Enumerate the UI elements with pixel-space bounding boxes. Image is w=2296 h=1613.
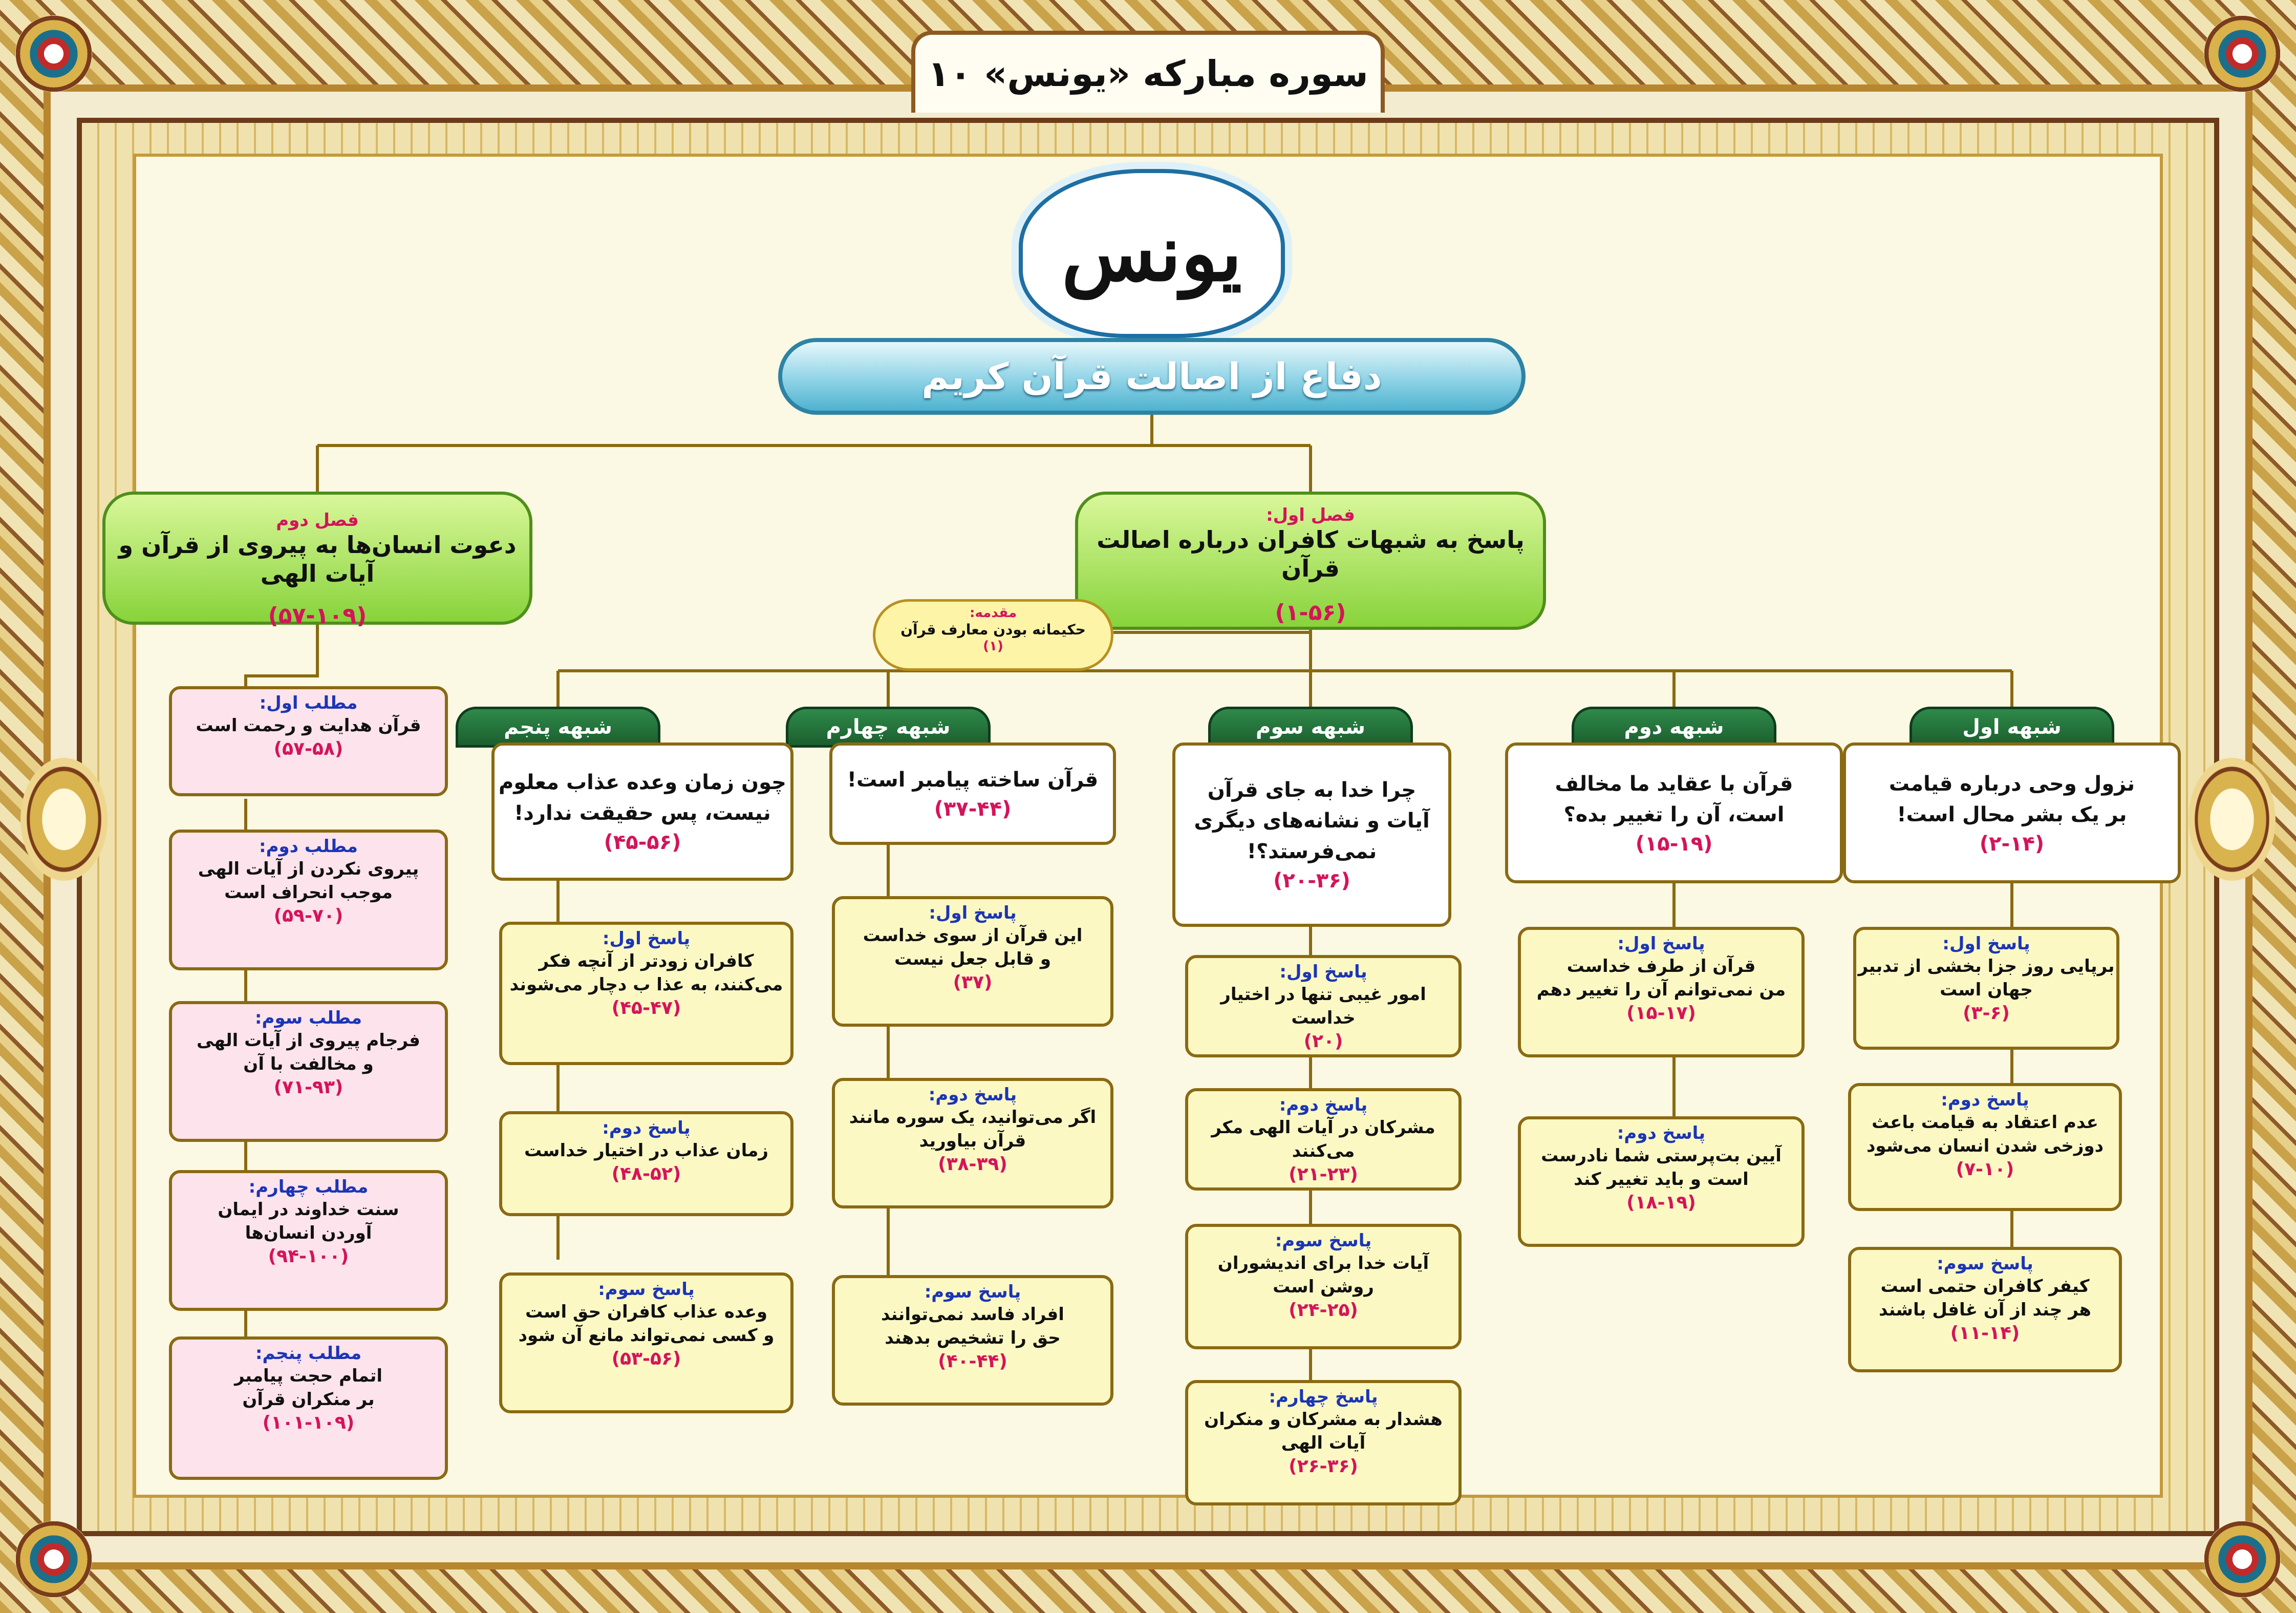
answer-line: من نمی‌توانم آن را تغییر دهم bbox=[1536, 980, 1786, 1000]
answer-box bbox=[1185, 1088, 1462, 1191]
answer-label: پاسخ اول: bbox=[602, 928, 691, 949]
answer-range: (۳-۶) bbox=[1963, 1003, 2010, 1024]
topic-line: سنت خداوند در ایمان bbox=[218, 1199, 399, 1220]
answer-label: پاسخ دوم: bbox=[1941, 1090, 2029, 1110]
topic-box bbox=[169, 830, 448, 970]
topic-range: (۹۴-۱۰۰) bbox=[268, 1246, 349, 1267]
answer-label: پاسخ دوم: bbox=[928, 1085, 1017, 1105]
answer-range: (۴۰-۴۴) bbox=[938, 1351, 1007, 1372]
intro-node bbox=[873, 599, 1113, 671]
doubt-question-line: قرآن با عقاید ما مخالف bbox=[1555, 772, 1793, 796]
answer-label: پاسخ اول: bbox=[1617, 933, 1705, 954]
answer-range: (۱۵-۱۷) bbox=[1626, 1003, 1696, 1024]
answer-box bbox=[1518, 927, 1805, 1057]
intro-label: مقدمه: bbox=[969, 605, 1017, 621]
topic-line: بر منکران قرآن bbox=[242, 1389, 375, 1410]
answer-label: پاسخ سوم: bbox=[598, 1279, 695, 1300]
answer-box bbox=[1853, 927, 2119, 1050]
answer-line: افراد فاسد نمی‌توانند bbox=[881, 1304, 1064, 1325]
intro-title: حکیمانه بودن معارف قرآن bbox=[900, 621, 1086, 638]
topic-line: و مخالفت با آن bbox=[243, 1054, 374, 1074]
answer-box bbox=[1185, 955, 1462, 1057]
section-one-label: فصل اول: bbox=[1266, 505, 1355, 525]
answer-line: هر چند از آن غافل باشند bbox=[1879, 1300, 2091, 1320]
topic-range: (۵۹-۷۰) bbox=[273, 905, 344, 926]
doubt-2-tab: شبهه دوم bbox=[1572, 707, 1776, 748]
topic-range: (۱۰۱-۱۰۹) bbox=[262, 1412, 355, 1433]
answer-box bbox=[1185, 1380, 1462, 1505]
answer-line: است و باید تغییر کند bbox=[1574, 1169, 1749, 1190]
surah-name-badge bbox=[1019, 169, 1285, 338]
doubt-3-tab: شبهه سوم bbox=[1208, 707, 1413, 748]
topic-label: مطلب پنجم: bbox=[255, 1343, 362, 1364]
topic-box bbox=[169, 1336, 448, 1480]
doubt-range: (۴۵-۵۶) bbox=[604, 831, 681, 854]
answer-line: روشن است bbox=[1273, 1277, 1374, 1297]
topic-range: (۷۱-۹۳) bbox=[273, 1077, 344, 1098]
section-one-node bbox=[1075, 492, 1546, 630]
doubt-question-line: بر یک بشر محال است! bbox=[1897, 802, 2127, 826]
answer-range: (۲۰) bbox=[1303, 1031, 1343, 1052]
answer-label: پاسخ چهارم: bbox=[1269, 1387, 1378, 1407]
answer-line: و قابل جعل نیست bbox=[894, 949, 1052, 969]
doubt-question-line: است، آن را تغییر بده؟ bbox=[1563, 802, 1785, 826]
page-title: سوره مبارکه «یونس» ۱۰ bbox=[928, 53, 1368, 95]
answer-line: مشرکان در آیات الهی مکر می‌کنند bbox=[1211, 1117, 1435, 1161]
doubt-range: (۲۰-۳۶) bbox=[1273, 869, 1350, 893]
answer-range: (۴۵-۴۷) bbox=[611, 997, 681, 1018]
answer-label: پاسخ اول: bbox=[1279, 962, 1367, 982]
topic-label: مطلب اول: bbox=[259, 693, 358, 713]
connector-section-two-down bbox=[246, 625, 317, 686]
answer-range: (۴۸-۵۲) bbox=[611, 1163, 681, 1184]
answer-line: زمان عذاب در اختیار خداست bbox=[524, 1140, 768, 1161]
section-one-title: پاسخ به شبهات کافران درباره اصالت قرآن bbox=[1097, 526, 1525, 582]
topic-line: قرآن هدایت و رحمت است bbox=[196, 715, 421, 736]
answer-range: (۲۶-۳۶) bbox=[1289, 1456, 1358, 1477]
topic-label: مطلب سوم: bbox=[254, 1008, 362, 1028]
section-two-title: دعوت انسان‌ها به پیروی از قرآن و آیات الهی bbox=[118, 531, 517, 587]
answer-range: (۳۷) bbox=[953, 972, 993, 993]
answer-range: (۷-۱۰) bbox=[1956, 1159, 2014, 1180]
doubt-range: (۳۷-۴۴) bbox=[934, 797, 1012, 821]
topic-box bbox=[169, 686, 448, 796]
answer-label: پاسخ سوم: bbox=[1275, 1230, 1372, 1251]
topic-line: فرجام پیروی از آیات الهی bbox=[197, 1030, 420, 1051]
answer-label: پاسخ دوم: bbox=[1617, 1123, 1706, 1143]
answer-line: کیفر کافران حتمی است bbox=[1880, 1276, 2090, 1297]
answer-line: این قرآن از سوی خداست bbox=[863, 925, 1083, 946]
answer-label: پاسخ سوم: bbox=[1937, 1254, 2033, 1274]
doubt-5-tab: شبهه پنجم bbox=[456, 707, 660, 748]
surah-name: یونس bbox=[1061, 208, 1242, 299]
section-two-range: (۵۷-۱۰۹) bbox=[268, 603, 367, 629]
answer-box bbox=[1848, 1083, 2122, 1211]
topic-line: اتمام حجت پیامبر bbox=[234, 1366, 383, 1386]
doubt-question-line: نزول وحی درباره قیامت bbox=[1889, 772, 2135, 796]
topic-box bbox=[169, 1170, 448, 1311]
topic-range: (۵۷-۵۸) bbox=[273, 738, 344, 759]
section-two-node bbox=[102, 492, 532, 629]
main-theme-banner bbox=[778, 338, 1526, 415]
answer-box bbox=[1518, 1116, 1805, 1247]
doubt-4-question bbox=[829, 742, 1116, 845]
answer-line: آیین بت‌پرستی شما نادرست bbox=[1541, 1145, 1782, 1166]
doubt-question-line: چون زمان وعده عذاب معلوم bbox=[498, 771, 786, 794]
answer-line: و کسی نمی‌تواند مانع آن شود bbox=[518, 1325, 775, 1346]
answer-range: (۱۱-۱۴) bbox=[1950, 1323, 2020, 1344]
answer-line: کافران زودتر از آنچه فکر bbox=[539, 951, 754, 971]
doubt-range: (۱۵-۱۹) bbox=[1635, 832, 1713, 856]
answer-label: پاسخ سوم: bbox=[924, 1282, 1021, 1302]
doubt-question-line: نمی‌فرستد؟! bbox=[1247, 840, 1377, 863]
answer-line: قرآن از طرف خداست bbox=[1567, 956, 1756, 977]
answer-line: برپایی روز جزا بخشی از تدبیر bbox=[1858, 956, 2115, 977]
section-two-label: فصل دوم bbox=[276, 510, 359, 530]
answer-line: امور غیبی تنها در اختیار خداست bbox=[1220, 984, 1426, 1028]
answer-range: (۲۱-۲۳) bbox=[1289, 1164, 1358, 1185]
topic-line: پیروی نکردن از آیات الهی bbox=[198, 859, 419, 879]
doubt-question-line: آیات و نشانه‌های دیگری bbox=[1194, 809, 1430, 833]
doubt-question-line: قرآن ساخته پیامبر است! bbox=[847, 768, 1099, 792]
answer-line: حق را تشخیص بدهند bbox=[885, 1328, 1061, 1348]
doubt-question-line: چرا خدا به جای قرآن bbox=[1207, 778, 1417, 802]
answer-range: (۳۸-۳۹) bbox=[938, 1154, 1007, 1175]
answer-line: عدم اعتقاد به قیامت باعث bbox=[1872, 1112, 2098, 1133]
answer-line: آیات خدا برای اندیشوران bbox=[1217, 1253, 1429, 1274]
answer-box bbox=[499, 922, 793, 1065]
answer-line: جهان است bbox=[1940, 980, 2033, 1000]
answer-label: پاسخ اول: bbox=[1942, 933, 2030, 954]
section-one-range: (۱-۵۶) bbox=[1275, 600, 1346, 626]
answer-box bbox=[1185, 1224, 1462, 1349]
answer-line: هشدار به مشرکان و منکران bbox=[1204, 1409, 1443, 1430]
answer-label: پاسخ اول: bbox=[929, 903, 1017, 923]
topic-label: مطلب دوم: bbox=[259, 836, 358, 857]
doubt-range: (۲-۱۴) bbox=[1979, 832, 2045, 856]
doubt-5-question bbox=[491, 742, 793, 881]
doubt-1-question bbox=[1843, 742, 2181, 883]
answer-box bbox=[499, 1272, 793, 1413]
answer-range: (۲۴-۲۵) bbox=[1289, 1300, 1358, 1321]
intro-range: (۱) bbox=[983, 639, 1003, 654]
answer-box bbox=[832, 1275, 1113, 1406]
doubt-1-tab: شبهه اول bbox=[1909, 707, 2114, 748]
answer-label: پاسخ دوم: bbox=[602, 1118, 691, 1138]
answer-line: دوزخی شدن انسان می‌شود bbox=[1866, 1136, 2104, 1156]
answer-line: وعده عذاب کافران حق است bbox=[525, 1302, 767, 1322]
answer-box bbox=[499, 1111, 793, 1216]
doubt-question-line: نیست، پس حقیقت ندارد! bbox=[514, 801, 771, 825]
topic-label: مطلب چهارم: bbox=[248, 1177, 369, 1197]
topic-line: موجب انحراف است bbox=[224, 882, 393, 903]
answer-label: پاسخ دوم: bbox=[1279, 1095, 1368, 1115]
doubt-3-question bbox=[1172, 742, 1451, 927]
answer-line: می‌کنند، به عذا ب دچار می‌شوند bbox=[509, 974, 783, 995]
answer-line: آیات الهی bbox=[1281, 1433, 1366, 1453]
doubt-4-tab: شبهه چهارم bbox=[786, 707, 991, 748]
answer-line: قرآن بیاورید bbox=[919, 1131, 1026, 1151]
topic-box bbox=[169, 1001, 448, 1142]
answer-box bbox=[1848, 1247, 2122, 1372]
main-theme-title: دفاع از اصالت قرآن کریم bbox=[921, 355, 1382, 398]
answer-line: اگر می‌توانید، یک سوره مانند bbox=[849, 1107, 1097, 1128]
answer-range: (۱۸-۱۹) bbox=[1626, 1192, 1696, 1213]
answer-range: (۵۳-۵۶) bbox=[611, 1348, 681, 1369]
answer-box bbox=[832, 1078, 1113, 1208]
topic-line: آوردن انسان‌ها bbox=[245, 1223, 372, 1243]
doubt-2-question bbox=[1505, 742, 1843, 883]
answer-box bbox=[832, 896, 1113, 1027]
